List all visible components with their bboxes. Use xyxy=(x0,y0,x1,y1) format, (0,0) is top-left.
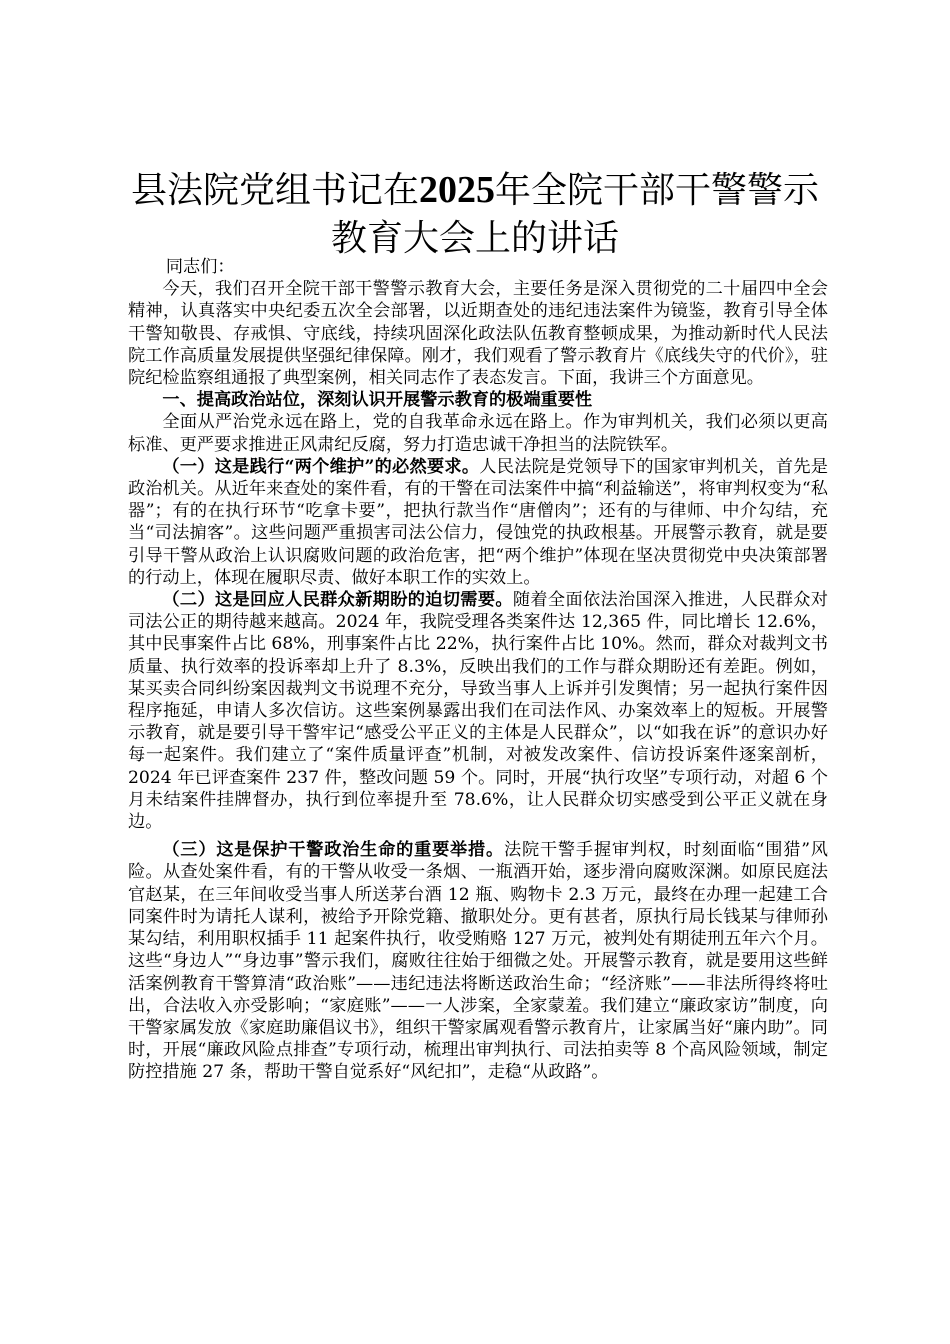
item-2-text: 随着全面依法治国深入推进，人民群众对司法公正的期待越来越高。2024 年，我院受理各类案件达 12,365 件，同比增长 12.6%，其中民事案件占比 68%，刑事案件占比 22%，执行案件占比 10%。然而，群众对裁判文书质量、执行效率的投诉率却上升了 8.3%，反映出我们的工作与群众期盼还有差距。例如，某买卖合同纠纷案因裁判文书说理不充分，导致当事人上诉并引发舆情；另一起执行案件因程序拖延，申请人多次信访。这些案例暴露出我们在司法作风、办案效率上的短板。开展警示教育，就是要引导干警牢记“感受公平正义的主体是人民群众”，以“如我在诉”的意识办好每一起案件。我们建立了“案件质量评查”机制，对被发改案件、信访投诉案件逐案剖析，2024 年已评查案件 237 件，整改问题 59 个。同时，开展“执行攻坚”专项行动，对超 6 个月未结案件挂牌督办，执行到位率提升至 78.6%，让人民群众切实感受到公平正义就在身边。 xyxy=(128,590,828,833)
title-year: 2025 xyxy=(419,169,495,211)
title-part-2: 年全院干部干警警示 xyxy=(495,170,820,211)
item-2-lead: （二）这是回应人民群众新期盼的迫切需要。 xyxy=(162,590,513,611)
section-1-intro: 全面从严治党永远在路上，党的自我革命永远在路上。作为审判机关，我们必须以更高标准、更严要求推进正风肃纪反腐，努力打造忠诚干净担当的法院铁军。 xyxy=(128,412,828,455)
item-1-paragraph xyxy=(128,456,828,589)
item-3-text: 法院干警手握审判权，时刻面临“围猎”风险。从查处案件看，有的干警从收受一条烟、一瓶酒开始，逐步滑向腐败深渊。如原民庭法官赵某，在三年间收受当事人所送茅台酒 12 瓶、购物卡 2.3 万元，最终在办理一起建工合同案件时为请托人谋利，被给予开除党籍、撤职处分。更有甚者，原执行局长钱某与律师孙某勾结，利用职权插手 11 起案件执行，收受贿赂 127 万元，被判处有期徒刑五年六个月。这些“身边人”“身边事”警示我们，腐败往往始于细微之处。开展警示教育，就是要用这些鲜活案例教育干警算清“政治账”——违纪违法将断送政治生命；“经济账”——非法所得终将吐出，合法收入亦受影响；“家庭账”——一人涉案，全家蒙羞。我们建立“廉政家访”制度，向干警家属发放《家庭助廉倡议书》，组织干警家属观看警示教育片，让家属当好“廉内助”。同时，开展“廉政风险点排查”专项行动，梳理出审判执行、司法拍卖等 8 个高风险领域，制定防控措施 27 条，帮助干警自觉系好“风纪扣”，走稳“从政路”。 xyxy=(128,840,828,1083)
title-line-2: 教育大会上的讲话 xyxy=(330,218,619,259)
item-2-paragraph xyxy=(128,589,828,833)
item-1-lead: （一）这是践行“两个维护”的必然要求。 xyxy=(162,456,480,477)
document-body xyxy=(128,256,828,1084)
title-line-1 xyxy=(110,166,840,215)
title-part-1: 县法院党组书记在 xyxy=(130,170,419,211)
item-3-paragraph xyxy=(128,839,828,1083)
item-1-text: 人民法院是党领导下的国家审判机关，首先是政治机关。从近年来查处的案件看，有的干警在司法案件中搞“利益输送”，将审判权变为“私器”；有的在执行环节“吃拿卡要”，把执行款当作“唐僧肉”；还有的与律师、中介勾结，充当“司法掮客”。这些问题严重损害司法公信力，侵蚀党的执政根基。开展警示教育，就是要引导干警从政治上认识腐败问题的政治危害，把“两个维护”体现在坚决贯彻党中央决策部署的行动上，体现在履职尽责、做好本职工作的实效上。 xyxy=(128,456,828,588)
salutation: 同志们： xyxy=(165,257,235,277)
section-1-heading: 一、提高政治站位，深刻认识开展警示教育的极端重要性 xyxy=(162,390,593,411)
intro-paragraph: 今天，我们召开全院干部干警警示教育大会，主要任务是深入贯彻党的二十届四中全会精神，认真落实中央纪委五次全会部署，以近期查处的违纪违法案件为镜鉴，教育引导全体干警知敬畏、存戒惧、守底线，持续巩固深化政法队伍教育整顿成果，为推动新时代人民法院工作高质量发展提供坚强纪律保障。刚才，我们观看了警示教育片《底线失守的代价》，驻院纪检监察组通报了典型案例，相关同志作了表态发言。下面，我讲三个方面意见。 xyxy=(128,279,828,389)
item-3-lead: （三）这是保护干警政治生命的重要举措。 xyxy=(162,840,504,861)
document-title xyxy=(110,166,840,263)
